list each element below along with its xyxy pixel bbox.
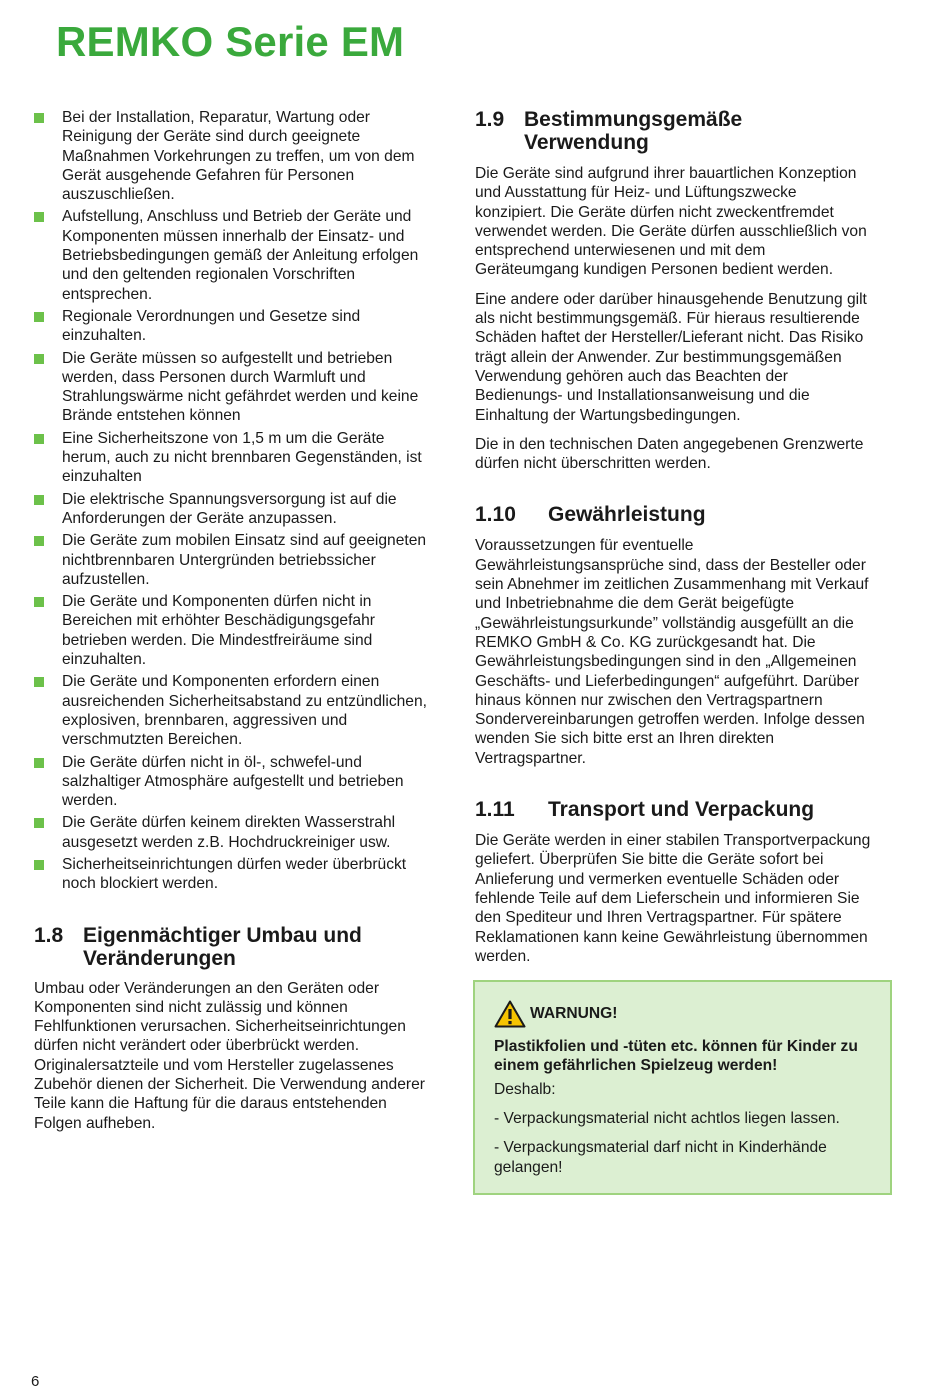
page-number: 6 [31, 1373, 40, 1390]
list-item: Die Geräte zum mobilen Einsatz sind auf geeigneten nichtbrennbaren Untergründen betriebssicher aufzustellen. [34, 531, 432, 589]
warning-item: - Verpackungsmaterial nicht achtlos liegen lassen. [494, 1109, 840, 1127]
section-title: Eigenmächtiger Umbau und Veränderungen [83, 923, 362, 970]
list-item: Aufstellung, Anschluss und Betrieb der Geräte und Komponenten müssen innerhalb der Einsatz- und Betriebsbedingungen gemäß der Anleitung erfolgen und den geltenden regionalen Vorschriften entsprechen. [34, 207, 432, 303]
warning-item: - Verpackungsmaterial darf nicht in Kinderhände gelangen! [494, 1139, 827, 1176]
list-item: Die elektrische Spannungsversorgung ist auf die Anforderungen der Geräte anzupassen. [34, 490, 432, 529]
safety-bullet-list [34, 108, 432, 894]
list-item: Die Geräte und Komponenten erfordern einen ausreichenden Sicherheitsabstand zu entzündlichen, explosiven, brennbaren, aggressiven und verschmutzten Bereichen. [34, 672, 432, 749]
left-column [34, 108, 432, 1143]
section-number: 1.9 [475, 108, 505, 131]
page-title: REMKO Serie EM [56, 18, 405, 65]
square-bullet-icon [34, 434, 44, 444]
section-title: Bestimmungsgemäße Verwendung [524, 108, 743, 154]
warning-intro: Deshalb: [494, 1080, 556, 1098]
section-title: Transport und Verpackung [548, 798, 815, 822]
square-bullet-icon [34, 113, 44, 123]
square-bullet-icon [34, 312, 44, 322]
square-bullet-icon [34, 536, 44, 546]
square-bullet-icon [34, 212, 44, 222]
list-item: Die Geräte und Komponenten dürfen nicht in Bereichen mit erhöhter Beschädigungsgefahr betrieben werden. Die Mindestfreiräume sind einzuhalten. [34, 592, 432, 669]
list-item: Die Geräte dürfen keinem direkten Wasserstrahl ausgesetzt werden z.B. Hochdruckreiniger usw. [34, 813, 432, 852]
warning-label: WARNUNG! [530, 1005, 618, 1023]
square-bullet-icon [34, 860, 44, 870]
section-heading-1-8 [34, 924, 432, 970]
square-bullet-icon [34, 818, 44, 828]
list-item: Eine Sicherheitszone von 1,5 m um die Geräte herum, auch zu nicht brennbaren Gegenständen, ist einzuhalten [34, 429, 432, 487]
square-bullet-icon [34, 758, 44, 768]
list-item: Sicherheitseinrichtungen dürfen weder überbrückt noch blockiert werden. [34, 855, 432, 894]
list-item: Bei der Installation, Reparatur, Wartung oder Reinigung der Geräte sind durch geeignete Maßnahmen Vorkehrungen zu treffen, um von dem Gerät ausgehende Gefahren für Personen auszuschließen. [34, 108, 432, 204]
section-heading-1-9 [475, 108, 871, 154]
section-number: 1.10 [475, 503, 516, 527]
right-column [475, 108, 871, 1195]
section-heading-1-11 [475, 798, 871, 821]
list-item: Die Geräte dürfen nicht in öl-, schwefel-und salzhaltiger Atmosphäre aufgestellt und betrieben werden. [34, 753, 432, 811]
section-1-10-text: Voraussetzungen für eventuelle Gewährleistungsansprüche sind, dass der Besteller oder sein Abnehmer im zeitlichen Zusammenhang mit Verkauf und Inbetriebnahme die dem Gerät beigefügte „Gewährleistungsurkunde” vollständig ausgefüllt an die REMKO GmbH & Co. KG zurückgesandt hat. Die Gewährleistungsbedingungen sind in den „Allgemeinen Geschäfts- und Lieferbedingungen“ aufgeführt. Darüber hinaus können nur zwischen den Vertragspartnern Sondervereinbarungen getroffen werden. Infolge dessen wenden Sie sich bitte erst an Ihren direkten Vertragspartner. [475, 537, 869, 767]
section-1-11-text: Die Geräte werden in einer stabilen Transportverpackung geliefert. Überprüfen Sie bitte die Geräte sofort bei Anlieferung und vermerken eventuelle Schäden oder fehlende Teile auf dem Lieferschein und informieren Sie den Spediteur und Ihren Vertragspartner. Für spätere Reklamationen kann keine Gewährleistung übernommen werden. [475, 832, 871, 965]
square-bullet-icon [34, 597, 44, 607]
section-heading-1-10 [475, 503, 871, 526]
section-1-8-text: Umbau oder Veränderungen an den Geräten oder Komponenten sind nicht zulässig und können Fehlfunktionen verursachen. Sicherheitseinrichtungen dürfen nicht verändert oder überbrückt werden. Originalersatzteile und vom Hersteller zugelassenes Zubehör dienen der Sicherheit. Die Verwendung anderer Teile kann die Haftung für die daraus entstehenden Folgen aufheben. [34, 979, 425, 1132]
square-bullet-icon [34, 677, 44, 687]
section-number: 1.8 [34, 923, 64, 947]
warning-box [473, 980, 892, 1195]
section-1-9-paragraph: Die in den technischen Daten angegebenen Grenzwerte dürfen nicht überschritten werden. [475, 435, 864, 473]
warning-triangle-icon [494, 1000, 526, 1028]
list-item: Die Geräte müssen so aufgestellt und betrieben werden, dass Personen durch Warmluft und Strahlungswärme nicht gefährdet werden und keine Brände entstehen können [34, 349, 432, 426]
warning-message: Plastikfolien und -tüten etc. können für Kinder zu einem gefährlichen Spielzeug werden! [494, 1038, 858, 1075]
list-item: Regionale Verordnungen und Gesetze sind einzuhalten. [34, 307, 432, 346]
square-bullet-icon [34, 354, 44, 364]
section-1-9-paragraph: Eine andere oder darüber hinausgehende Benutzung gilt als nicht bestimmungsgemäß. Für hieraus resultierende Schäden haftet der Hersteller/Lieferant nicht. Das Risiko trägt allein der Anwender. Zur bestimmungsgemäßen Verwendung gehören auch das Beachten der Bedienungs- und Installationsanweisung und die Einhaltung der Wartungsbedingungen. [475, 290, 867, 424]
section-title: Gewährleistung [548, 503, 706, 527]
section-1-9-paragraph: Die Geräte sind aufgrund ihrer bauartlichen Konzeption und Ausstattung für Heiz- und Lüftungszwecke konzipiert. Die Geräte dürfen nicht zweckentfremdet verwendet werden. Die Geräte dürfen ausschließlich von entsprechend unterwiesenen und mit dem Geräteumgang kundigen Personen bedient werden. [475, 165, 867, 279]
warning-header [494, 1000, 872, 1028]
section-number: 1.11 [475, 798, 515, 822]
square-bullet-icon [34, 495, 44, 505]
